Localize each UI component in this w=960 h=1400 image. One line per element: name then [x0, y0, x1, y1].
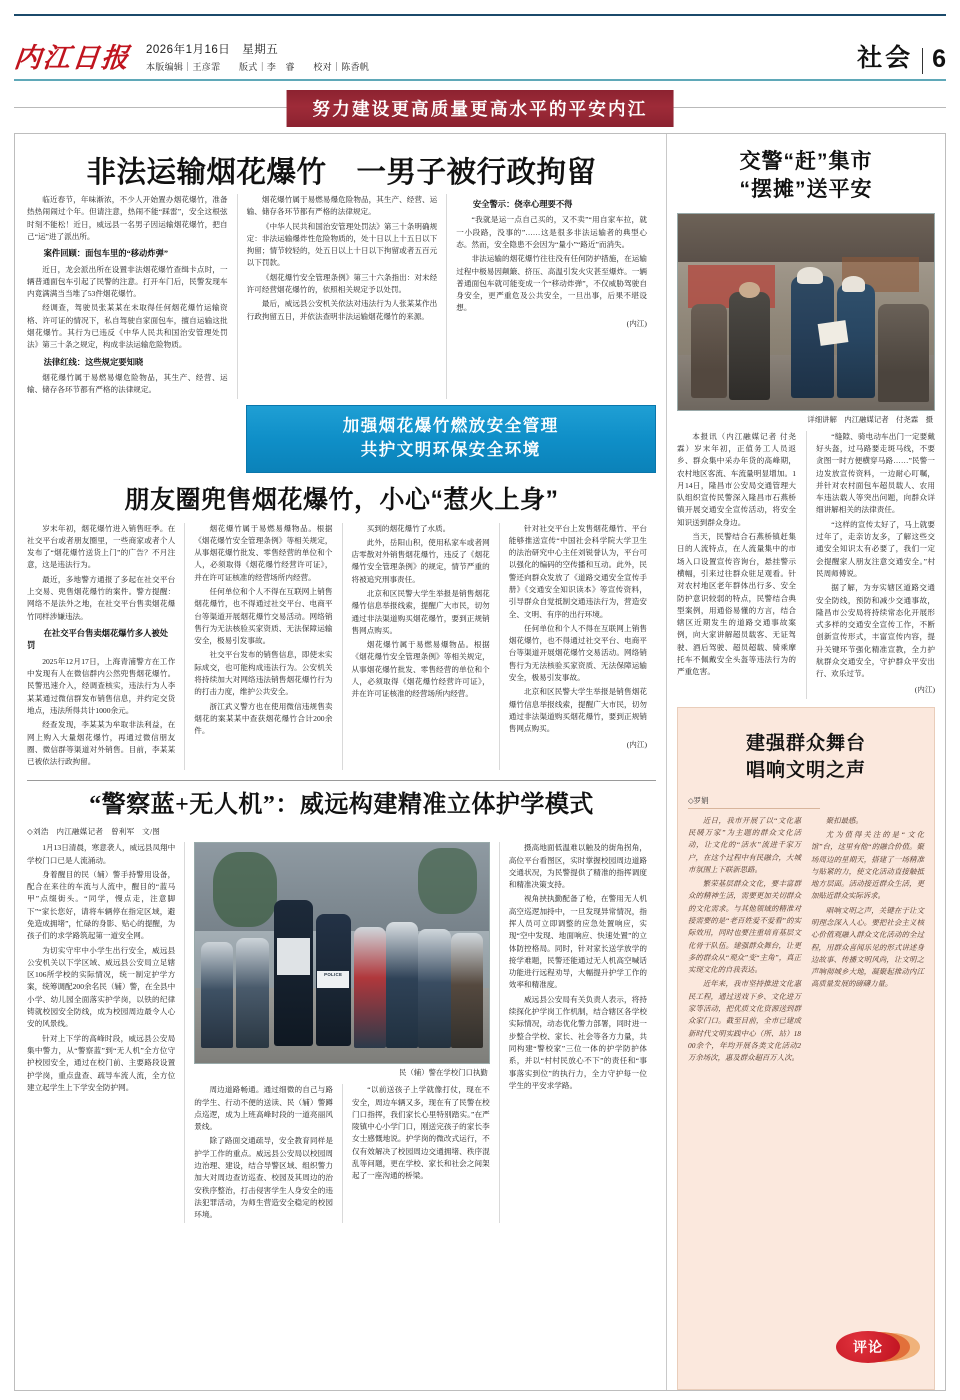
paragraph: 社交平台发布的销售信息，即使未实际成交，也可能构成违法行为。公安机关将持续加大对网络违法销售烟花爆竹行为的打击力度，维护公共安全。: [194, 650, 333, 697]
sidebar-headline-line-2: “摆摊”送平安: [739, 178, 873, 202]
bottom-photo-caption: 民（辅）警在学校门口执勤: [399, 1068, 488, 1078]
second-subhead: 在社交平台售卖烟花爆竹多人被处罚: [27, 628, 169, 651]
photo-crowd: [878, 304, 929, 402]
paragraph: 唱响文明之声，关键在于让文明理念深入人心。要把社会主义核心价值观融入群众文化活动的全过程，用群众喜闻乐见的形式讲述身边故事、传播文明风尚，让文明之声响彻城乡大地，凝聚起推动内江高质量发展的磅礴力量。: [811, 905, 924, 989]
badge-ellipse-main: [836, 1331, 900, 1363]
bottom-subcolumn-a: [194, 1084, 342, 1223]
paragraph: 临近春节，年味渐浓，不少人开始置办烟花爆竹，准备热热闹闹过个年。但请注意，热闹不能“踩雷”，安全这根弦时刻不能松！近日，威远县一名男子因运输烟花爆竹，把自己“运”进了派出所。: [27, 194, 228, 241]
safety-callout-box: [246, 405, 656, 473]
badge-label: 评论: [853, 1339, 883, 1355]
paragraph: 近年来，我市坚持推进文化惠民工程，通过送戏下乡、文化进万家等活动，把优质文化资源送到群众家门口。截至目前，全市已建成新时代文明实践中心（所、站）1800余个，年均开展各类文化活动2万余场次，惠及群众超百万人次。: [688, 979, 801, 1063]
sidebar-headline: [677, 148, 935, 205]
paragraph: 身着醒目的民（辅）警手持警用设备，配合在来往的车流与人流中，醒目的“蓝马甲”点缀街头。“同学，慢点走，注意脚下”“家长您好，请将车辆停在指定区域，避免造成拥堵”，忙碌的身影、贴心的提醒，为孩子们的求学路筑起第一道安全网。: [27, 869, 176, 941]
paragraph: 非法运输的烟花爆竹往往没有任何防护措施，在运输过程中极易因颠簸、挤压、高温引发火灾甚至爆炸。一辆普通面包车就可能变成一个“移动炸弹”，不仅威胁驾驶自身安全，更严重危及公共安全，一旦出事，后果不堪设想。: [456, 254, 647, 313]
paragraph: 除了路面交通疏导，安全教育同样是护学工作的重点。威远县公安局以校园周边治理、建设，结合导警区域、组织警力加大对周边查访巡查、校园及其周边的治安秩序整治，打击侵害学生人身安全的违法犯罪活动，为师生营造安全稳定的校园环境。: [194, 1136, 333, 1220]
photo-student: [451, 933, 483, 1047]
paragraph: “以前送孩子上学就像打仗，现在不安全，周边车辆又多，现在有了民警在校门口指挥，我们家长心里特别踏实。”在严陵镇中心小学门口，刚送完孩子的家长李女士感慨地说。护学岗的微改式运行，不仅有效解决了校园周边交通拥堵、秩序混乱等问题，更在学校、家长和社会之间架起了一座沟通的桥梁。: [352, 1085, 490, 1181]
callout-holder: [237, 399, 656, 481]
paragraph: 针对社交平台上发售烟花爆竹、平台能够推送宣传“中国社会科学院大学卫生的法治研究中心主任刘锐誉认为，平台可以强化的编码的空传播和互动。此外，民警还向群众发放了《道路交通安全宣传手册》《交通安全知识读本》等宣传资料，引导群众自觉抵制交通违法行为，营造安全、文明、有序的出行环境。: [508, 523, 647, 619]
paragraph: “缝隙、骑电动车出门一定要戴好头盔，过马路要走斑马线，不要贪图一时方便横穿马路……”民警一边发放宣传资料，一边耐心叮嘱，并针对农村面包车超员载人、农用车违法载人等突出问题，向群众详细讲解相关的法律责任。: [816, 431, 935, 515]
bottom-column-1: [27, 842, 184, 1223]
article-signature: (内江): [626, 739, 647, 749]
section-name: 社会: [857, 44, 914, 72]
second-article-headline: 朋友圈兜售烟花爆竹，小心“惹火上身”: [124, 485, 559, 514]
bottom-subcolumn-b: [342, 1084, 490, 1223]
photo-leaflet: [817, 320, 848, 345]
photo-police-cap: [797, 267, 823, 285]
photo-student: [236, 938, 268, 1048]
paragraph: 为切实守牢中小学生出行安全，威远县公安机关以下学区域、威远县公安局立足辖区106所学校的实际情况，统一制定护学方案，统筹调配200余名民（辅）警，在全县中小学、幼儿园全面落实护学岗，以铁的纪律铸就校园安全防线，成为校园周边最令人心安的风景线。: [27, 945, 176, 1029]
photo-awning: [678, 214, 934, 262]
second-column-2: [184, 523, 341, 771]
paragraph: 买到的烟花爆竹了水质。: [366, 523, 451, 533]
article-column-1: [27, 194, 237, 399]
commentary-byline: ◇罗娟: [688, 795, 820, 809]
paragraph: “这样的宣传太好了，马上就要过年了，走亲访友多，了解这些交通安全知识太有必要了，我们一定会提醒家人朋友注意交通安全。”村民周师傅说。: [816, 519, 935, 578]
commentary-box: [677, 707, 935, 1390]
section-divider-rule: [27, 780, 656, 781]
page-frame: [14, 133, 946, 1391]
page-number: 6: [932, 45, 946, 73]
callout-line-2: 共护文明环保安全环境: [360, 440, 541, 459]
market-police-photo: [677, 213, 935, 411]
commentary-badge: [836, 1331, 922, 1365]
commentary-column-2: [811, 815, 924, 1067]
paragraph: 视角挟执勤配备了枪，在警用无人机高空巡逻加持中，一旦发现异常情况，指挥人员可立即调整的应急处置响应，实现“空中发现、地面响应、快速处置”的立体防控格局。同时，针对家长送学放学的接学难题，民警还能通过无人机高空喊话功能进行远程劝导，大幅提升护学工作的效率和精准度。: [508, 894, 647, 990]
paragraph: 尤为值得关注的是“文化馆”台，这里有他“的融合价值。聚场周边的星期天，搭建了一场精准与贴紧的力，使文化活动直接触抵地方层面。活动接近群众生活，更加贴近群众实际诉求。: [811, 830, 924, 901]
photo-citizen: [691, 304, 727, 398]
paragraph: 经查发现，李某某为牟取非法利益，在网上购入大量烟花爆竹，再通过微信朋友圈、微信群等渠道对外销售。目前，李某某已被依法行政拘留。: [27, 720, 176, 767]
paragraph: 岁末年初，烟花爆竹进入销售旺季。在社交平台或者朋友圈里，一些商家或者个人发布了“烟花爆竹送货上门”的广告？不月注意，这是违法行为。: [27, 523, 176, 570]
second-column-1: [27, 523, 184, 771]
sidebar-column-1: [677, 431, 796, 699]
paragraph: 1月13日清晨，寒意袭人，威远县凤翔中学校门口已是人流涌动。: [27, 843, 176, 865]
paragraph: 《中华人民共和国治安管理处罚法》第三十条明确规定：非法运输爆炸性危险物质的，处十日以上十五日以下拘留；情节较轻的，处五日以上十日以下拘留或者五百元以下罚款。: [246, 221, 438, 268]
editorial-credits: 本版编辑｜王彦霏 版式｜李 睿 校对｜陈香帆: [146, 62, 370, 72]
bottom-article-headline: “警察蓝+无人机”：威远构建精准立体护学模式: [89, 792, 594, 819]
paragraph: 威远县公安局有关负责人表示，将持续探化护学岗工作机制，结合辖区各学校实际情况，动态优化警力部署，同时进一步整合学校、家长、社会等各方力量，共同构建“警校家”三位一体的护学防护体系，并以“村村民放心不下”的责任和“事事落实到位”的执行力，全力守护每一位学生的平安求学路。: [508, 994, 647, 1090]
paragraph: 近日，我市开展了以“文化惠民暖万家”为主题的群众文化活动，让文化的“活水”流进千家万户，在这个过程中有民融合，大城市氛围上下联新思路。: [688, 815, 801, 874]
main-article-columns: [27, 194, 656, 399]
article-column-3: [446, 194, 656, 399]
sidebar-article-columns: [677, 431, 935, 699]
paragraph: 此外，岳阳山积，使用私家车或者网店零散对外销售烟花爆竹，违反了《烟花爆竹安全管理条例》的规定，情节严重的将被追究刑事责任。: [351, 537, 490, 584]
paragraph: 北京和区民警大学生举报是销售烟花爆竹信息举报线索，提醒广大市民，切勿通过非法渠道购买烟花爆竹，要到正规销售网点购买。: [351, 588, 490, 635]
paragraph: “我就是运一点自己买的，又不卖”“用自家车拉，就一小段路，没事的”……这是很多非法运输者的典型心态。然而，安全隐患不会因为“量小”“路近”而消失。: [456, 215, 647, 249]
paragraph: 据了解，为夯实辖区道路交通安全防线，预防和减少交通事故，隆昌市公安局将持续常态化开展形式多样的交通安全宣传工作，不断创新宣传形式，丰富宣传内容，提升关键环节强化精准宣教，全力护航群众交通安全，守护群众平安出行、欢乐过节。: [816, 583, 935, 679]
masthead: [14, 14, 946, 74]
article-signature: (内江): [626, 318, 647, 328]
second-column-4: [499, 523, 656, 771]
left-content-zone: [15, 134, 666, 1390]
newspaper-page: [0, 14, 960, 1400]
newspaper-logo: 内江日报: [12, 43, 132, 73]
photo-tree: [213, 852, 278, 927]
main-headline: 非法运输烟花爆竹 一男子被行政拘留: [86, 156, 597, 189]
photo-student: [201, 942, 233, 1048]
school-gate-photo: [194, 842, 490, 1064]
section-divider: [922, 48, 923, 74]
photo-police-label: POLICE: [317, 971, 349, 989]
paragraph: 周边道路畅通。通过细微的自己与路的学生、行动不便的送读、民（辅）警蹲点巡逻，成为上班高峰时段的一道亮丽风景线。: [194, 1085, 333, 1132]
paragraph: 任何单位和个人不得在互联网上销售烟花爆竹，也不得通过社交平台、电商平台等渠道开展烟花爆竹交易活动。网络销售行为无法核验买家资质、无法保障运输安全，极易引发事故。: [508, 623, 647, 683]
paragraph: 针对上下学的高峰时段，威远县公安局集中警力，从“警察蓝”到“无人机”全方位守护校园安全，通过在校门前、主要路段设置护学岗，重点盘查、疏导车流人流，全方位建立起学生上下学安全防护网。: [27, 1033, 176, 1092]
right-content-zone: [667, 134, 945, 1390]
paragraph: 任何单位和个人不得在互联网上销售烟花爆竹，也不得通过社交平台、电商平台等渠道开展烟花爆竹交易活动。网络销售行为无法核验买家资质、无法保障运输安全，极易引发事故。: [194, 586, 333, 646]
paragraph: 繁荣基层群众文化，要丰富群众的精神生活，需要更加关切群众的文化需求。与其他领域的精准对接需要的是“老百姓爱不爱看”的实际效用，同时也要注重培育基层文化骨干队伍。建强群众舞台，让更多的群众从“观众”变“主角”，真正实现文化的自我表达。: [688, 879, 801, 975]
paragraph: 本报讯（内江融媒记者 付尧霖）岁末年初，正值务工人员返乡、群众集中采办年货的高峰期，农村地区客流、车流量明显增加。1月14日，隆昌市公安局交通管理大队组织宣传民警深入隆昌市石燕桥镇开展交通安全宣传活动，将安全知识送到群众身边。: [677, 431, 796, 527]
photo-student: [386, 922, 418, 1047]
paragraph: 2025年12月17日，上海青浦警方在工作中发现有人在微信群内公然兜售烟花爆竹。民警迅速介入，经调查核实，违法行为人李某某通过微信群发布销售信息，并约定交货地点，违法所得共计1000余元。: [27, 656, 176, 715]
masthead-rule: [14, 79, 946, 81]
publication-date: 2026年1月16日 星期五: [146, 44, 279, 56]
paragraph: 近日，龙会派出所在设置非法烟花爆竹查缉卡点时，一辆普通面包车引起了民警的注意。打开车门后，民警发现车内竟满满当当堆了53件烟花爆竹。: [27, 264, 228, 299]
paragraph: 北京和区民警大学生举报是销售烟花爆竹信息举报线索，提醒广大市民，切勿通过非法渠道购买烟花爆竹，要到正规销售网点购买。: [508, 687, 647, 734]
paragraph: 烟花爆竹属于易燃易爆危险物品，其生产、经营、运输、储存各环节都有严格的法律规定。: [246, 194, 438, 217]
banner-text: 努力建设更高质量更高水平的平安内江: [287, 90, 674, 127]
paragraph: 最近，多地警方通报了多起在社交平台上交易、兜售烟花爆竹的案件。警方提醒：网络不是法外之地，在社交平台售卖烟花爆竹同样涉嫌违法。: [27, 574, 176, 621]
section-indicator: [857, 38, 946, 74]
commentary-headline-line-1: 建强群众舞台: [745, 732, 866, 754]
second-column-3: [342, 523, 499, 771]
campaign-banner: [14, 90, 946, 124]
paragraph: 烟花爆竹属于易燃易爆物品。根据《烟花爆竹安全管理条例》等相关规定，从事烟花爆竹批发、零售经营的单位和个人，必须取得《烟花爆竹经营许可证》，并在许可证核准的经营场所内经营。: [351, 640, 490, 699]
paragraph: 烟花爆竹属于易燃易爆物品。根据《烟花爆竹安全管理条例》等相关规定，从事烟花爆竹批发、零售经营的单位和个人，必须取得《烟花爆竹经营许可证》，并在许可证核准的经营场所内经营。: [194, 523, 333, 582]
subhead-legal-line: 法律红线：这些规定要知晓: [43, 357, 144, 367]
photo-reflective-vest: [277, 938, 309, 975]
commentary-headline-line-2: 唱响文明之声: [745, 760, 866, 782]
article-column-2: [237, 194, 447, 399]
photo-tree: [418, 848, 477, 914]
photo-police-cap: [842, 276, 865, 292]
commentary-column-1: [688, 815, 801, 1067]
paragraph: 最后，威远县公安机关依法对违法行为人张某某作出行政拘留五日，并依法查明非法运输烟花爆竹的来源。: [246, 299, 438, 321]
bottom-article-byline: ◇刘浩 内江融媒记者 曾利军 文/图: [27, 827, 161, 837]
bottom-column-4: [499, 842, 656, 1223]
photo-citizen: [729, 292, 770, 400]
paragraph: 聚扣最感。: [825, 815, 863, 825]
paragraph: 摄高地面低温难以触及的街角拐角，高位平台看图区，实时掌握校园周边道路交通状况，为民警提供了精准的指挥调度和精准决策支持。: [508, 843, 647, 890]
paragraph: 烟花爆竹属于易燃易爆危险物品，其生产、经营、运输、储存各环节都有严格的法律规定。: [27, 373, 228, 395]
paragraph: 浙江武义警方也在使用微信违规售卖烟花的案某某中查获烟花爆竹合计200余件。: [194, 701, 333, 736]
masthead-meta: [146, 41, 369, 74]
subhead-case-review: 案件回顾：面包车里的“移动炸弹”: [43, 249, 169, 259]
sidebar-column-2: [806, 431, 935, 699]
sidebar-headline-line-1: 交警“赶”集市: [739, 150, 873, 173]
sidebar-photo-caption: 详细讲解 内江融媒记者 付尧霖 摄: [807, 414, 933, 424]
photo-student: [354, 927, 386, 1048]
paragraph: 当天，民警结合石燕桥镇赶集日的人流特点，在人流量集中的市场入口设置宣传咨询台，悬挂警示横幅，引来过往群众驻足观看。针对农村地区老年群体出行多、安全防护意识较弱的特点，民警结合典型案例，用通俗易懂的方言，结合辖区近期发生的道路交通事故案例，向大家讲解超员载客、无证驾驶、酒后驾驶、超员超载、骑乘摩托车不佩戴安全头盔等违法行为的严重危害。: [677, 532, 796, 677]
paragraph: 经调查，驾驶员张某某在未取得任何烟花爆竹运输资格、许可证的情况下，私自驾驶自家面包车，擅自运输这批烟花爆竹。其行为已违反《中华人民共和国治安管理处罚法》第三十条之规定，构成非法运输危险物质。: [27, 303, 228, 350]
paragraph: 《烟花爆竹安全管理条例》第三十六条指出：对未经许可经营烟花爆竹的，依照相关规定予以处罚。: [246, 272, 438, 294]
bottom-article-columns: [27, 842, 656, 1223]
subhead-safety-warning: 安全警示：侥幸心理要不得: [472, 199, 573, 209]
second-article-columns: [27, 523, 656, 771]
photo-citizen-head: [739, 282, 759, 298]
commentary-headline: [688, 730, 924, 785]
bottom-column-photo: [184, 842, 499, 1223]
article-signature: (内江): [914, 684, 935, 694]
callout-row: [27, 399, 656, 481]
photo-student: [418, 929, 450, 1048]
callout-spacer: [27, 399, 237, 481]
commentary-columns: [688, 815, 924, 1067]
callout-line-1: 加强烟花爆竹燃放安全管理: [342, 416, 559, 435]
